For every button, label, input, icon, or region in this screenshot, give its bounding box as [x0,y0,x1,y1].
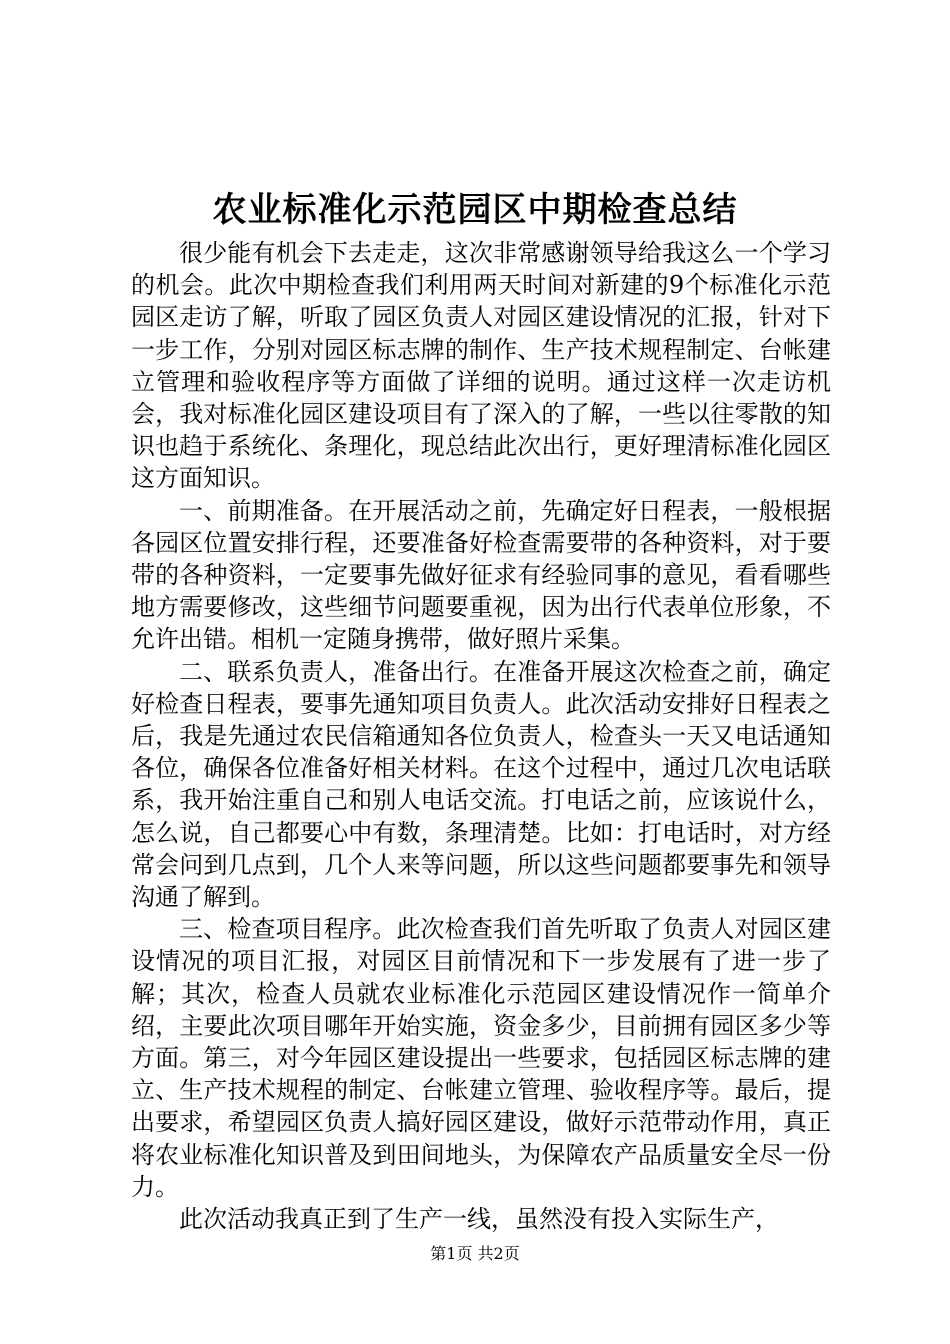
paragraph-preparation: 一、前期准备。在开展活动之前，先确定好日程表，一般根据各园区位置安排行程，还要准备好检查需要带的各种资料，对于要带的各种资料，一定要事先做好征求有经验同事的意见，看看哪些地方需要修改，这些细节问题要重视，因为出行代表单位形象，不允许出错。相机一定随身携带，做好照片采集。 [131,496,831,654]
paragraph-reflection: 此次活动我真正到了生产一线，虽然没有投入实际生产， [179,1205,779,1234]
paragraph-procedure: 三、检查项目程序。此次检查我们首先听取了负责人对园区建设情况的项目汇报，对园区目前情况和下一步发展有了进一步了解；其次，检查人员就农业标准化示范园区建设情况作一简单介绍，主要此次项目哪年开始实施，资金多少，目前拥有园区多少等方面。第三，对今年园区建设提出一些要求，包括园区标志牌的建立、生产技术规程的制定、台帐建立管理、验收程序等。最后，提出要求，希望园区负责人搞好园区建设，做好示范带动作用，真正将农业标准化知识普及到田间地头，为保障农产品质量安全尽一份力。 [131,915,831,1201]
paragraph-intro: 很少能有机会下去走走，这次非常感谢领导给我这么一个学习的机会。此次中期检查我们利用两天时间对新建的9个标准化示范园区走访了解，听取了园区负责人对园区建设情况的汇报，针对下一步工作，分别对园区标志牌的制作、生产技术规程制定、台帐建立管理和验收程序等方面做了详细的说明。通过这样一次走访机会，我对标准化园区建设项目有了深入的了解，一些以往零散的知识也趋于系统化、条理化，现总结此次出行，更好理清标准化园区这方面知识。 [131,239,831,493]
document-body [131,237,831,1235]
paragraph-contact: 二、联系负责人，准备出行。在准备开展这次检查之前，确定好检查日程表，要事先通知项目负责人。此次活动安排好日程表之后，我是先通过农民信箱通知各位负责人，检查头一天又电话通知各位，确保各位准备好相关材料。在这个过程中，通过几次电话联系，我开始注重自己和别人电话交流。打电话之前，应该说什么，怎么说，自己都要心中有数，条理清楚。比如：打电话时，对方经常会问到几点到，几个人来等问题，所以这些问题都要事先和领导沟通了解到。 [131,657,831,912]
document-title: 农业标准化示范园区中期检查总结 [212,190,738,230]
page-footer: 第1页 共2页 [430,1244,520,1263]
